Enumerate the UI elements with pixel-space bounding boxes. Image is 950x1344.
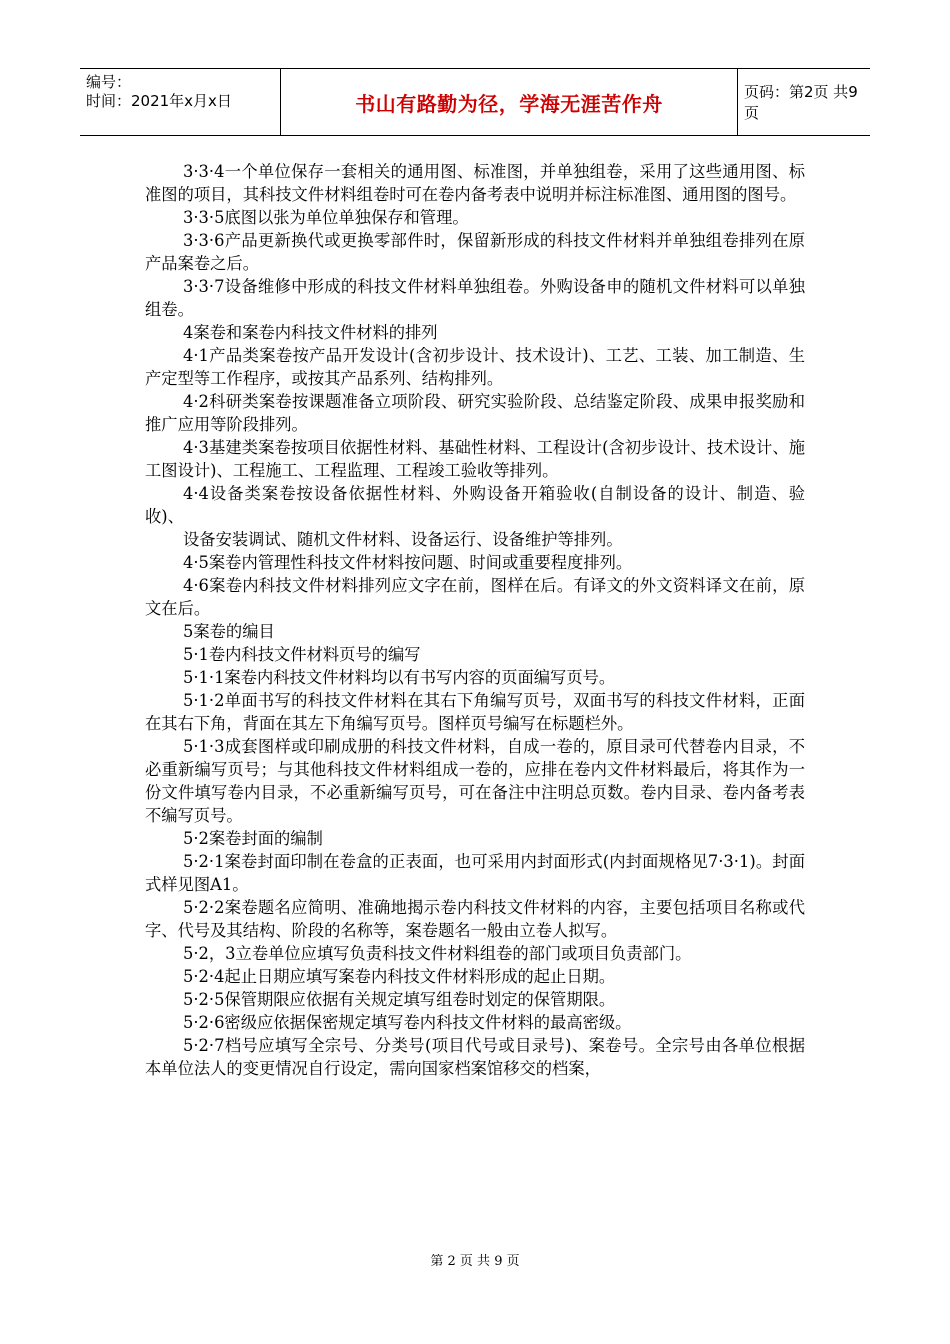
paragraph: 4·5案卷内管理性科技文件材料按问题、时间或重要程度排列。 xyxy=(183,553,633,572)
paragraph: 5·1·1案卷内科技文件材料均以有书写内容的页面编写页号。 xyxy=(183,668,616,687)
header-motto-cell xyxy=(280,69,738,135)
subsection-heading: 5·2案卷封面的编制 xyxy=(183,829,323,848)
paragraph: 4·3基建类案卷按项目依据性材料、基础性材料、工程设计(含初步设计、技术设计、施工图设计)、工程施工、工程监理、工程竣工验收等排列。 xyxy=(145,438,805,480)
paragraph: 5·2·4起止日期应填写案卷内科技文件材料形成的起止日期。 xyxy=(183,967,616,986)
paragraph: 5·1·2单面书写的科技文件材料在其右下角编写页号，双面书写的科技文件材料，正面在其右下角，背面在其左下角编写页号。图样页号编写在标题栏外。 xyxy=(145,691,805,733)
paragraph-continuation: 设备安装调试、随机文件材料、设备运行、设备维护等排列。 xyxy=(183,530,623,549)
page-footer: 第 2 页 共 9 页 xyxy=(430,1254,520,1269)
header-meta xyxy=(80,69,280,135)
paragraph: 5·2·5保管期限应依据有关规定填写组卷时划定的保管期限。 xyxy=(183,990,616,1009)
paragraph: 4·4设备类案卷按设备依据性材料、外购设备开箱验收(自制设备的设计、制造、验收)、 xyxy=(145,484,805,526)
header-page-cell xyxy=(736,69,870,135)
header-page-number: 页码：第2页 共9页 xyxy=(744,83,858,122)
paragraph: 5·2·6密级应依据保密规定填写卷内科技文件材料的最高密级。 xyxy=(183,1013,632,1032)
paragraph: 4·6案卷内科技文件材料排列应文字在前，图样在后。有译文的外文资料译文在前，原文在后。 xyxy=(145,576,805,618)
page-header xyxy=(80,68,870,136)
paragraph: 5·2·7档号应填写全宗号、分类号(项目代号或目录号)、案卷号。全宗号由各单位根据本单位法人的变更情况自行设定，需向国家档案馆移交的档案， xyxy=(145,1036,805,1078)
paragraph: 5·1·3成套图样或印刷成册的科技文件材料，自成一卷的，原目录可代替卷内目录，不必重新编写页号；与其他科技文件材料组成一卷的，应排在卷内文件材料最后，将其作为一份文件填写卷内目录，不必重新编写页号，可在备注中注明总页数。卷内目录、卷内备考表不编写页号。 xyxy=(145,737,805,825)
paragraph: 3·3·4一个单位保存一套相关的通用图、标准图，并单独组卷，采用了这些通用图、标准图的项目，其科技文件材料组卷时可在卷内备考表中说明并标注标准图、通用图的图号。 xyxy=(145,162,805,204)
document-date: 时间：2021年x月x日 xyxy=(86,92,232,110)
paragraph: 3·3·5底图以张为单位单独保存和管理。 xyxy=(183,208,469,227)
section-heading: 4案卷和案卷内科技文件材料的排列 xyxy=(183,323,438,342)
paragraph: 4·2科研类案卷按课题准备立项阶段、研究实验阶段、总结鉴定阶段、成果申报奖励和推广应用等阶段排列。 xyxy=(145,392,805,434)
paragraph: 3·3·6产品更新换代或更换零部件时，保留新形成的科技文件材料并单独组卷排列在原产品案卷之后。 xyxy=(145,231,805,273)
subsection-heading: 5·1卷内科技文件材料页号的编写 xyxy=(183,645,421,664)
header-motto: 书山有路勤为径，学海无涯苦作舟 xyxy=(355,91,663,116)
paragraph: 5·2，3立卷单位应填写负责科技文件材料组卷的部门或项目负责部门。 xyxy=(183,944,692,963)
document-number-label: 编号： xyxy=(86,73,132,91)
paragraph: 3·3·7设备维修中形成的科技文件材料单独组卷。外购设备申的随机文件材料可以单独组卷。 xyxy=(145,277,805,319)
paragraph: 4·1产品类案卷按产品开发设计(含初步设计、技术设计)、工艺、工装、加工制造、生产定型等工作程序，或按其产品系列、结构排列。 xyxy=(145,346,805,388)
document-body xyxy=(145,160,805,1080)
section-heading: 5案卷的编目 xyxy=(183,622,275,641)
paragraph: 5·2·2案卷题名应简明、准确地揭示卷内科技文件材料的内容，主要包括项目名称或代字、代号及其结构、阶段的名称等，案卷题名一般由立卷人拟写。 xyxy=(145,898,805,940)
paragraph: 5·2·1案卷封面印制在卷盒的正表面，也可采用内封面形式(内封面规格见7·3·1)。封面式样见图A1。 xyxy=(145,852,805,894)
